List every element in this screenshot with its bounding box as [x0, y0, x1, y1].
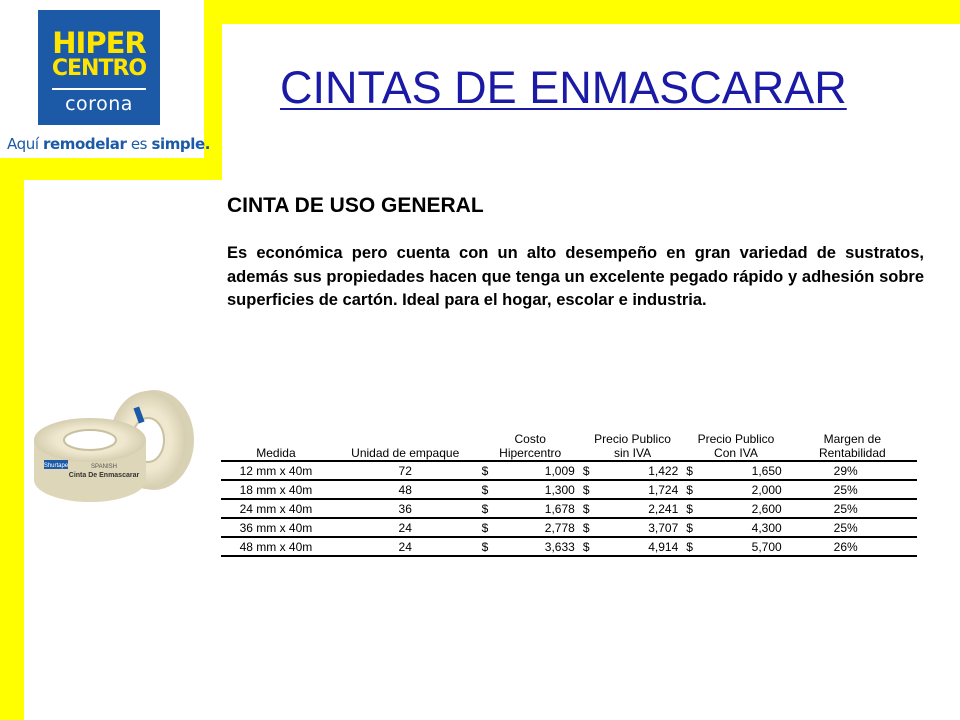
cell-costo: 2,778 — [544, 520, 575, 535]
hipercentro-logo — [0, 0, 211, 158]
logo-tagline — [7, 135, 210, 153]
table-header-row — [221, 420, 917, 461]
cell-con-iva: 5,700 — [751, 539, 782, 554]
tagline-part-1: Aquí — [7, 135, 43, 153]
cell-sin-iva-currency: $ — [582, 520, 590, 535]
cell-sin-iva-currency: $ — [582, 482, 590, 497]
cell-costo: 1,678 — [544, 501, 575, 516]
cell-unidad: 24 — [398, 539, 412, 554]
cell-medida: 36 mm x 40m — [239, 520, 313, 535]
header-sin-iva-line2: sin IVA — [613, 446, 652, 460]
header-unidad: Unidad de empaque — [351, 446, 460, 460]
table-row — [221, 518, 917, 537]
cell-medida: 24 mm x 40m — [239, 501, 313, 516]
header-con-iva-line1: Precio Publico — [697, 432, 775, 446]
logo-line-corona: corona — [65, 93, 133, 115]
cell-unidad: 36 — [398, 501, 412, 516]
table-row — [221, 537, 917, 556]
cell-margen: 25% — [833, 501, 858, 516]
table-row — [221, 480, 917, 499]
cell-con-iva: 2,000 — [751, 482, 782, 497]
cell-margen: 25% — [833, 520, 858, 535]
cell-sin-iva-currency: $ — [582, 463, 590, 478]
tagline-part-4: simple. — [151, 135, 211, 153]
cell-medida: 12 mm x 40m — [239, 463, 313, 478]
cell-sin-iva: 2,241 — [648, 501, 679, 516]
cell-costo-currency: $ — [481, 539, 489, 554]
header-sin-iva-line1: Precio Publico — [594, 432, 671, 446]
table-row — [221, 461, 917, 480]
cell-con-iva: 4,300 — [751, 520, 782, 535]
header-costo-line2: Hipercentro — [499, 446, 562, 460]
page-title: CINTAS DE ENMASCARAR — [280, 62, 847, 113]
tagline-part-3: es — [126, 135, 152, 153]
price-table — [221, 420, 917, 557]
product-description: Es económica pero cuenta con un alto desempeño en gran variedad de sustratos, además sus propiedades hacen que tenga un excelente pegado rápido y adhesión sobre superficies de cartón. Ideal para el hogar, escolar e industria. — [227, 244, 924, 309]
cell-unidad: 72 — [398, 463, 412, 478]
cell-margen: 25% — [833, 482, 858, 497]
cell-costo-currency: $ — [481, 482, 489, 497]
cell-sin-iva: 3,707 — [648, 520, 679, 535]
header-medida: Medida — [256, 446, 296, 460]
logo-line-centro: CENTRO — [51, 56, 147, 81]
cell-costo-currency: $ — [481, 520, 489, 535]
header-costo-line1: Costo — [514, 432, 546, 446]
header-sin-iva — [581, 420, 684, 461]
cell-medida: 48 mm x 40m — [239, 539, 313, 554]
section-subtitle: CINTA DE USO GENERAL — [227, 194, 484, 217]
cell-sin-iva-currency: $ — [582, 539, 590, 554]
logo-badge — [38, 10, 160, 125]
cell-sin-iva: 1,422 — [648, 463, 679, 478]
cell-costo: 1,009 — [544, 463, 575, 478]
logo-line-hiper: HIPER — [52, 26, 146, 60]
header-con-iva-line2: Con IVA — [714, 446, 758, 460]
cell-margen: 29% — [833, 463, 858, 478]
header-margen-line1: Margen de — [823, 432, 882, 446]
cell-con-iva-currency: $ — [686, 501, 693, 516]
cell-costo-currency: $ — [481, 463, 489, 478]
logo-divider — [52, 88, 146, 90]
cell-costo: 3,633 — [544, 539, 575, 554]
cell-con-iva: 1,650 — [751, 463, 782, 478]
cell-con-iva-currency: $ — [686, 520, 693, 535]
masking-tape-photo — [28, 378, 196, 508]
header-con-iva — [684, 420, 787, 461]
price-table-body — [221, 461, 917, 556]
cell-costo: 1,300 — [544, 482, 575, 497]
photo-label-line1: SPANISH — [91, 464, 117, 470]
photo-label-line2: Cinta De Enmascarar — [68, 472, 140, 479]
photo-brand-label: Shurtape — [43, 463, 69, 469]
tagline-part-2: remodelar — [42, 135, 127, 153]
cell-sin-iva: 4,914 — [648, 539, 679, 554]
cell-margen: 26% — [833, 539, 858, 554]
cell-unidad: 48 — [398, 482, 412, 497]
header-margen — [788, 420, 917, 461]
cell-con-iva-currency: $ — [686, 539, 693, 554]
cell-unidad: 24 — [398, 520, 412, 535]
cell-sin-iva: 1,724 — [648, 482, 679, 497]
cell-con-iva-currency: $ — [686, 463, 693, 478]
cell-con-iva: 2,600 — [751, 501, 782, 516]
table-row — [221, 499, 917, 518]
header-margen-line2: Rentabilidad — [818, 446, 886, 460]
header-costo — [480, 420, 581, 461]
cell-costo-currency: $ — [481, 501, 489, 516]
cell-medida: 18 mm x 40m — [239, 482, 313, 497]
cell-con-iva-currency: $ — [686, 482, 693, 497]
cell-sin-iva-currency: $ — [582, 501, 590, 516]
